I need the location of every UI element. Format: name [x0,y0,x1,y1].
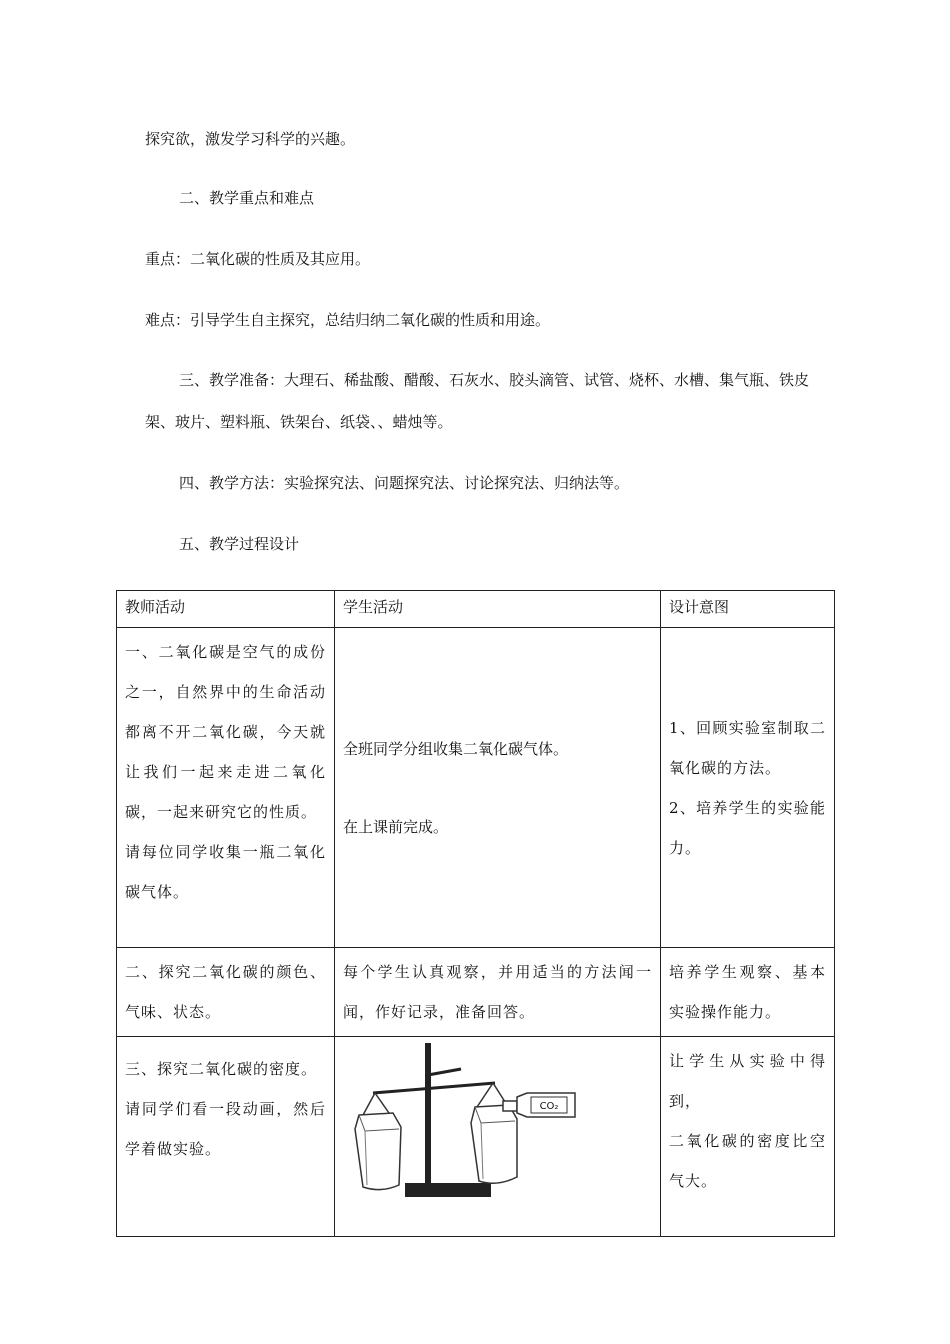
balance-experiment-figure [335,1037,659,1221]
teacher-activity-text: 请同学们看一段动画，然后学着做实验。 [125,1100,326,1158]
design-intent-text: 让学生从实验中得到， [669,1052,826,1110]
student-activity-cell: 每个学生认真观察，并用适当的方法闻一闻，作好记录，准备回答。 [335,948,661,1037]
student-activity-cell [335,628,661,948]
table-header-row [117,591,835,628]
student-activity-text: 全班同学分组收集二氧化碳气体。 [343,739,569,758]
header-student-activity: 学生活动 [335,591,661,628]
section-title-key-points: 二、教学重点和难点 [179,189,315,207]
lesson-process-table [116,590,835,1237]
left-paper-bag [355,1113,401,1190]
design-intent-text: 二氧化碳的密度比空气大。 [669,1132,826,1190]
teacher-activity-cell [117,628,335,948]
right-paper-bag [471,1105,517,1183]
balance-beam [373,1083,495,1093]
section-title-process: 五、教学过程设计 [179,535,300,553]
student-activity-text: 在上课前完成。 [343,817,449,836]
teacher-activity-text: 请每位同学收集一瓶二氧化碳气体。 [125,843,326,901]
teacher-activity-cell [117,1037,335,1237]
teacher-activity-cell: 二、探究二氧化碳的颜色、气味、状态。 [117,948,335,1037]
teaching-methods: 四、教学方法：实验探究法、问题探究法、讨论探究法、归纳法等。 [179,474,630,492]
teacher-activity-text: 三、探究二氧化碳的密度。 [125,1060,318,1078]
intro-continuation: 探究欲，激发学习科学的兴趣。 [145,130,356,148]
header-design-intent: 设计意图 [661,591,835,628]
teaching-preparation: 三、教学准备：大理石、稀盐酸、醋酸、石灰水、胶头滴管、试管、烧杯、水槽、集气瓶、铁皮架、玻片、塑料瓶、铁架台、纸袋、、蜡烛等。 [145,371,810,431]
design-intent-cell: 培养学生观察、基本实验操作能力。 [661,948,835,1037]
co2-label: CO₂ [539,1101,559,1112]
key-point: 重点：二氧化碳的性质及其应用。 [145,250,371,268]
teacher-activity-text: 一、二氧化碳是空气的成份之一，自然界中的生命活动都离不开二氧化碳，今天就让我们一起来走进二氧化碳，一起来研究它的性质。 [125,643,326,821]
experiment-figure-cell [335,1037,661,1237]
difficulty-point: 难点：引导学生自主探究，总结归纳二氧化碳的性质和用途。 [145,311,551,329]
design-intent-text: 1、回顾实验室制取二氧化碳的方法。 [669,718,826,777]
design-intent-cell [661,1037,835,1237]
co2-bottle-neck [503,1101,517,1111]
stand-arm [428,1069,461,1075]
stand-rod [425,1043,431,1183]
header-teacher-activity: 教师活动 [117,591,335,628]
table-row [117,628,835,948]
stand-base [405,1183,491,1197]
table-row [117,1037,835,1237]
design-intent-text: 2、培养学生的实验能力。 [669,798,826,857]
table-row [117,948,835,1037]
design-intent-cell [661,628,835,948]
